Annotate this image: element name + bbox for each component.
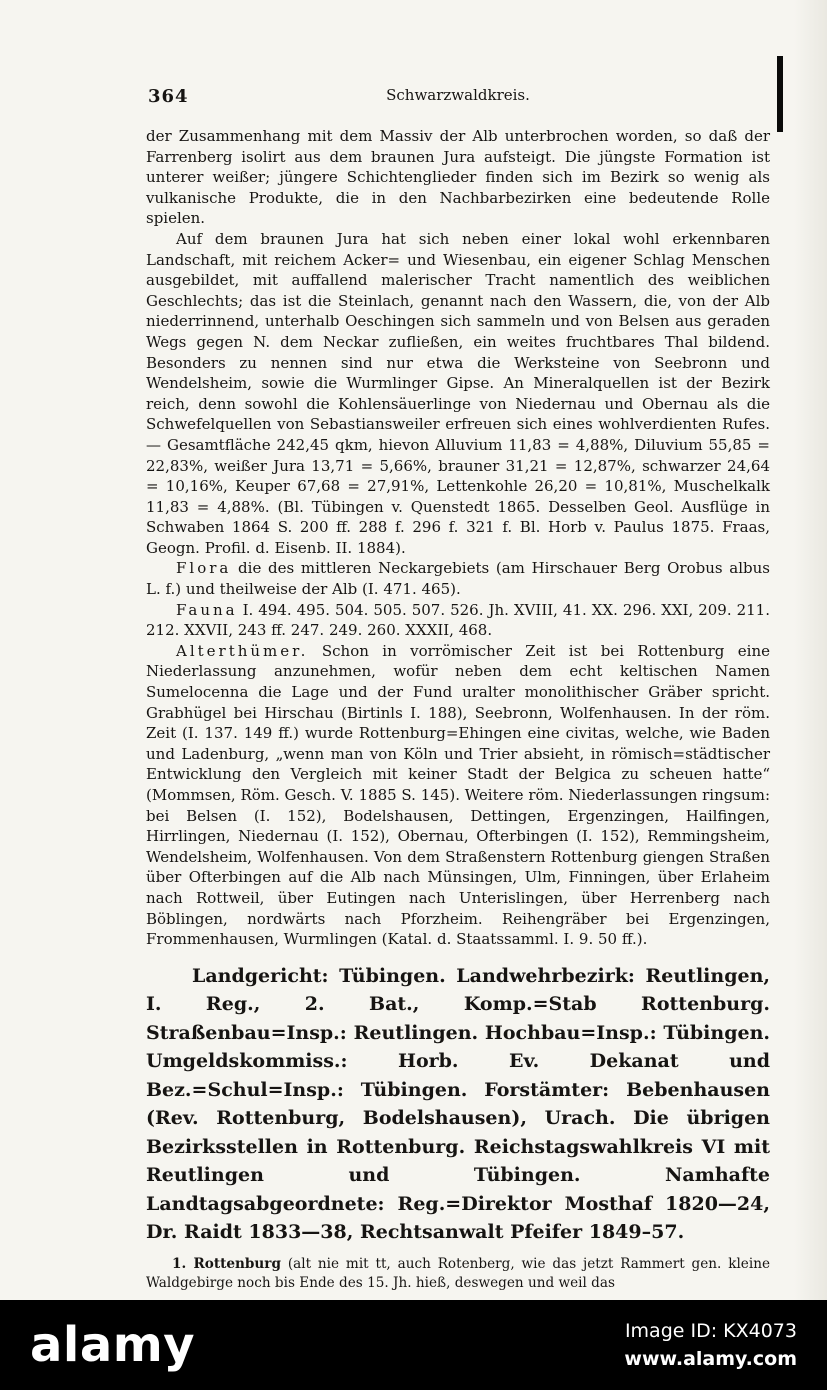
paragraph-alterthuemer (146, 641, 770, 950)
alamy-logo: alamy (30, 1317, 196, 1373)
paragraph-lead: Flora (176, 559, 232, 578)
watermark-image-id: Image ID: KX4073 (624, 1320, 797, 1342)
paragraph-lead: Fauna (176, 600, 238, 619)
paragraph-lead: 1. Rottenburg (172, 1255, 281, 1272)
paragraph-text: Schon in vorrömischer Zeit ist bei Rottenburg eine Niederlassung anzunehmen, wofür neben dem echt keltischen Namen Sumelocenna die Lage und der Fund uralter monolithischer Gräber spricht. Grabhügel bei Hirschau (Birtinls I. 188), Seebronn, Wolfenhausen. In der röm. Zeit (I. 137. 149 ff.) wurde Rottenburg=Ehingen eine civitas, welche, wie Baden und Ladenburg, „wenn man von Köln und Trier absieht, in römisch=städtischer Entwicklung den Vergleich mit keiner Stadt der Belgica zu scheuen hatte“ (Mommsen, Röm. Gesch. V. 1885 S. 145). Weitere röm. Niederlassungen ringsum: bei Belsen (I. 152), Bodelshausen, Dettingen, Ergenzingen, Hailfingen, Hirrlingen, Niedernau (I. 152), Obernau, Ofterbingen (I. 152), Remmingsheim, Wendelsheim, Wolfenhausen. Von dem Straßenstern Rottenburg giengen Straßen über Ofterbingen auf die Alb nach Münsingen, Ulm, Finningen, über Erlaheim nach Rottweil, über Eutingen nach Unterislingen, über Herrenberg nach Böblingen, nordwärts nach Pforzheim. Reihengräber bei Ergenzingen, Frommenhausen, Wurmlingen (Katal. d. Staatssamml. I. 9. 50 ff.). (146, 641, 770, 949)
alamy-watermark-bar (0, 1300, 827, 1390)
page-number: 364 (148, 86, 189, 107)
paragraph-landscape (146, 229, 770, 559)
paragraph-text: die des mittleren Neckargebiets (am Hirschauer Berg Orobus albus L. f.) und theilweise der Alb (I. 471. 465). (146, 559, 770, 599)
paragraph-fauna (146, 600, 770, 641)
paragraph-rottenburg (146, 1255, 770, 1294)
paragraph-continuation (146, 126, 770, 229)
scan-artifact-mark (777, 56, 783, 132)
watermark-info (624, 1317, 797, 1373)
text-block (146, 86, 770, 1294)
page-header (146, 86, 770, 112)
watermark-url: www.alamy.com (624, 1348, 797, 1370)
paragraph-flora (146, 558, 770, 599)
paragraph-landgericht (146, 962, 770, 1247)
running-title: Schwarzwaldkreis. (386, 86, 530, 104)
paragraph-text: Auf dem braunen Jura hat sich neben einer lokal wohl erkennbaren Landschaft, mit reichem Acker= und Wiesenbau, ein eigener Schlag Menschen ausgebildet, mit auffallend malerischer Tracht namentlich des weiblichen Geschlechts; das ist die Steinlach, genannt nach den Wassern, die, von der Alb niederrinnend, unterhalb Oeschingen sich sammeln und von Belsen aus geraden Wegs gegen N. dem Neckar zufließen, ein weites fruchtbares Thal bildend. Besonders zu nennen sind nur etwa die Werksteine von Seebronn und Wendelsheim, sowie die Wurmlinger Gipse. An Mineralquellen ist der Bezirk reich, denn sowohl die Kohlensäuerlinge von Niedernau und Obernau als die Schwefelquellen von Sebastiansweiler erfreuen sich eines wohlverdienten Rufes. — Gesamtfläche 242,45 qkm, hievon Alluvium 11,83 = 4,88%, Diluvium 55,85 = 22,83%, weißer Jura 13,71 = 5,66%, brauner 31,21 = 12,87%, schwarzer 24,64 = 10,16%, Keuper 67,68 = 27,91%, Lettenkohle 26,20 = 10,81%, Muschelkalk 11,83 = 4,88%. (Bl. Tübingen v. Quenstedt 1865. Desselben Geol. Ausflüge in Schwaben 1864 S. 200 ff. 288 f. 296 f. 321 f. Bl. Horb v. Paulus 1875. Fraas, Geogn. Profil. d. Eisenb. II. 1884). (146, 229, 770, 557)
paragraph-text: I. 494. 495. 504. 505. 507. 526. Jh. XVIII, 41. XX. 296. XXI, 209. 211. 212. XXVII, 243 ff. 247. 249. 260. XXXII, 468. (146, 600, 770, 640)
paragraph-text: Landgericht: Tübingen. Landwehrbezirk: Reutlingen, I. Reg., 2. Bat., Komp.=Stab Rottenburg. Straßenbau=Insp.: Reutlingen. Hochbau=Insp.: Tübingen. Umgeldskommiss.: Horb. Ev. Dekanat und Bez.=Schul=Insp.: Tübingen. Forstämter: Bebenhausen (Rev. Rottenburg, Bodelshausen), Urach. Die übrigen Bezirksstellen in Rottenburg. Reichstagswahlkreis VI mit Reutlingen und Tübingen. Namhafte Landtagsabgeordnete: Reg.=Direktor Mosthaf 1820—24, Dr. Raidt 1833—38, Rechtsanwalt Pfeifer 1849–57. (146, 964, 770, 1244)
paragraph-lead: Alterthümer. (176, 641, 309, 660)
paragraph-text: der Zusammenhang mit dem Massiv der Alb unterbrochen worden, so daß der Farrenberg isolirt aus dem braunen Jura aufsteigt. Die jüngste Formation ist unterer weißer; jüngere Schichtenglieder finden sich im Bezirk so wenig als vulkanische Produkte, die in den Nachbarbezirken eine bedeutende Rolle spielen. (146, 127, 770, 228)
paragraph-text: (alt nie mit tt, auch Rotenberg, wie das jetzt Rammert gen. kleine Waldgebirge noch bis Ende des 15. Jh. hieß, deswegen und weil das (146, 1255, 770, 1292)
